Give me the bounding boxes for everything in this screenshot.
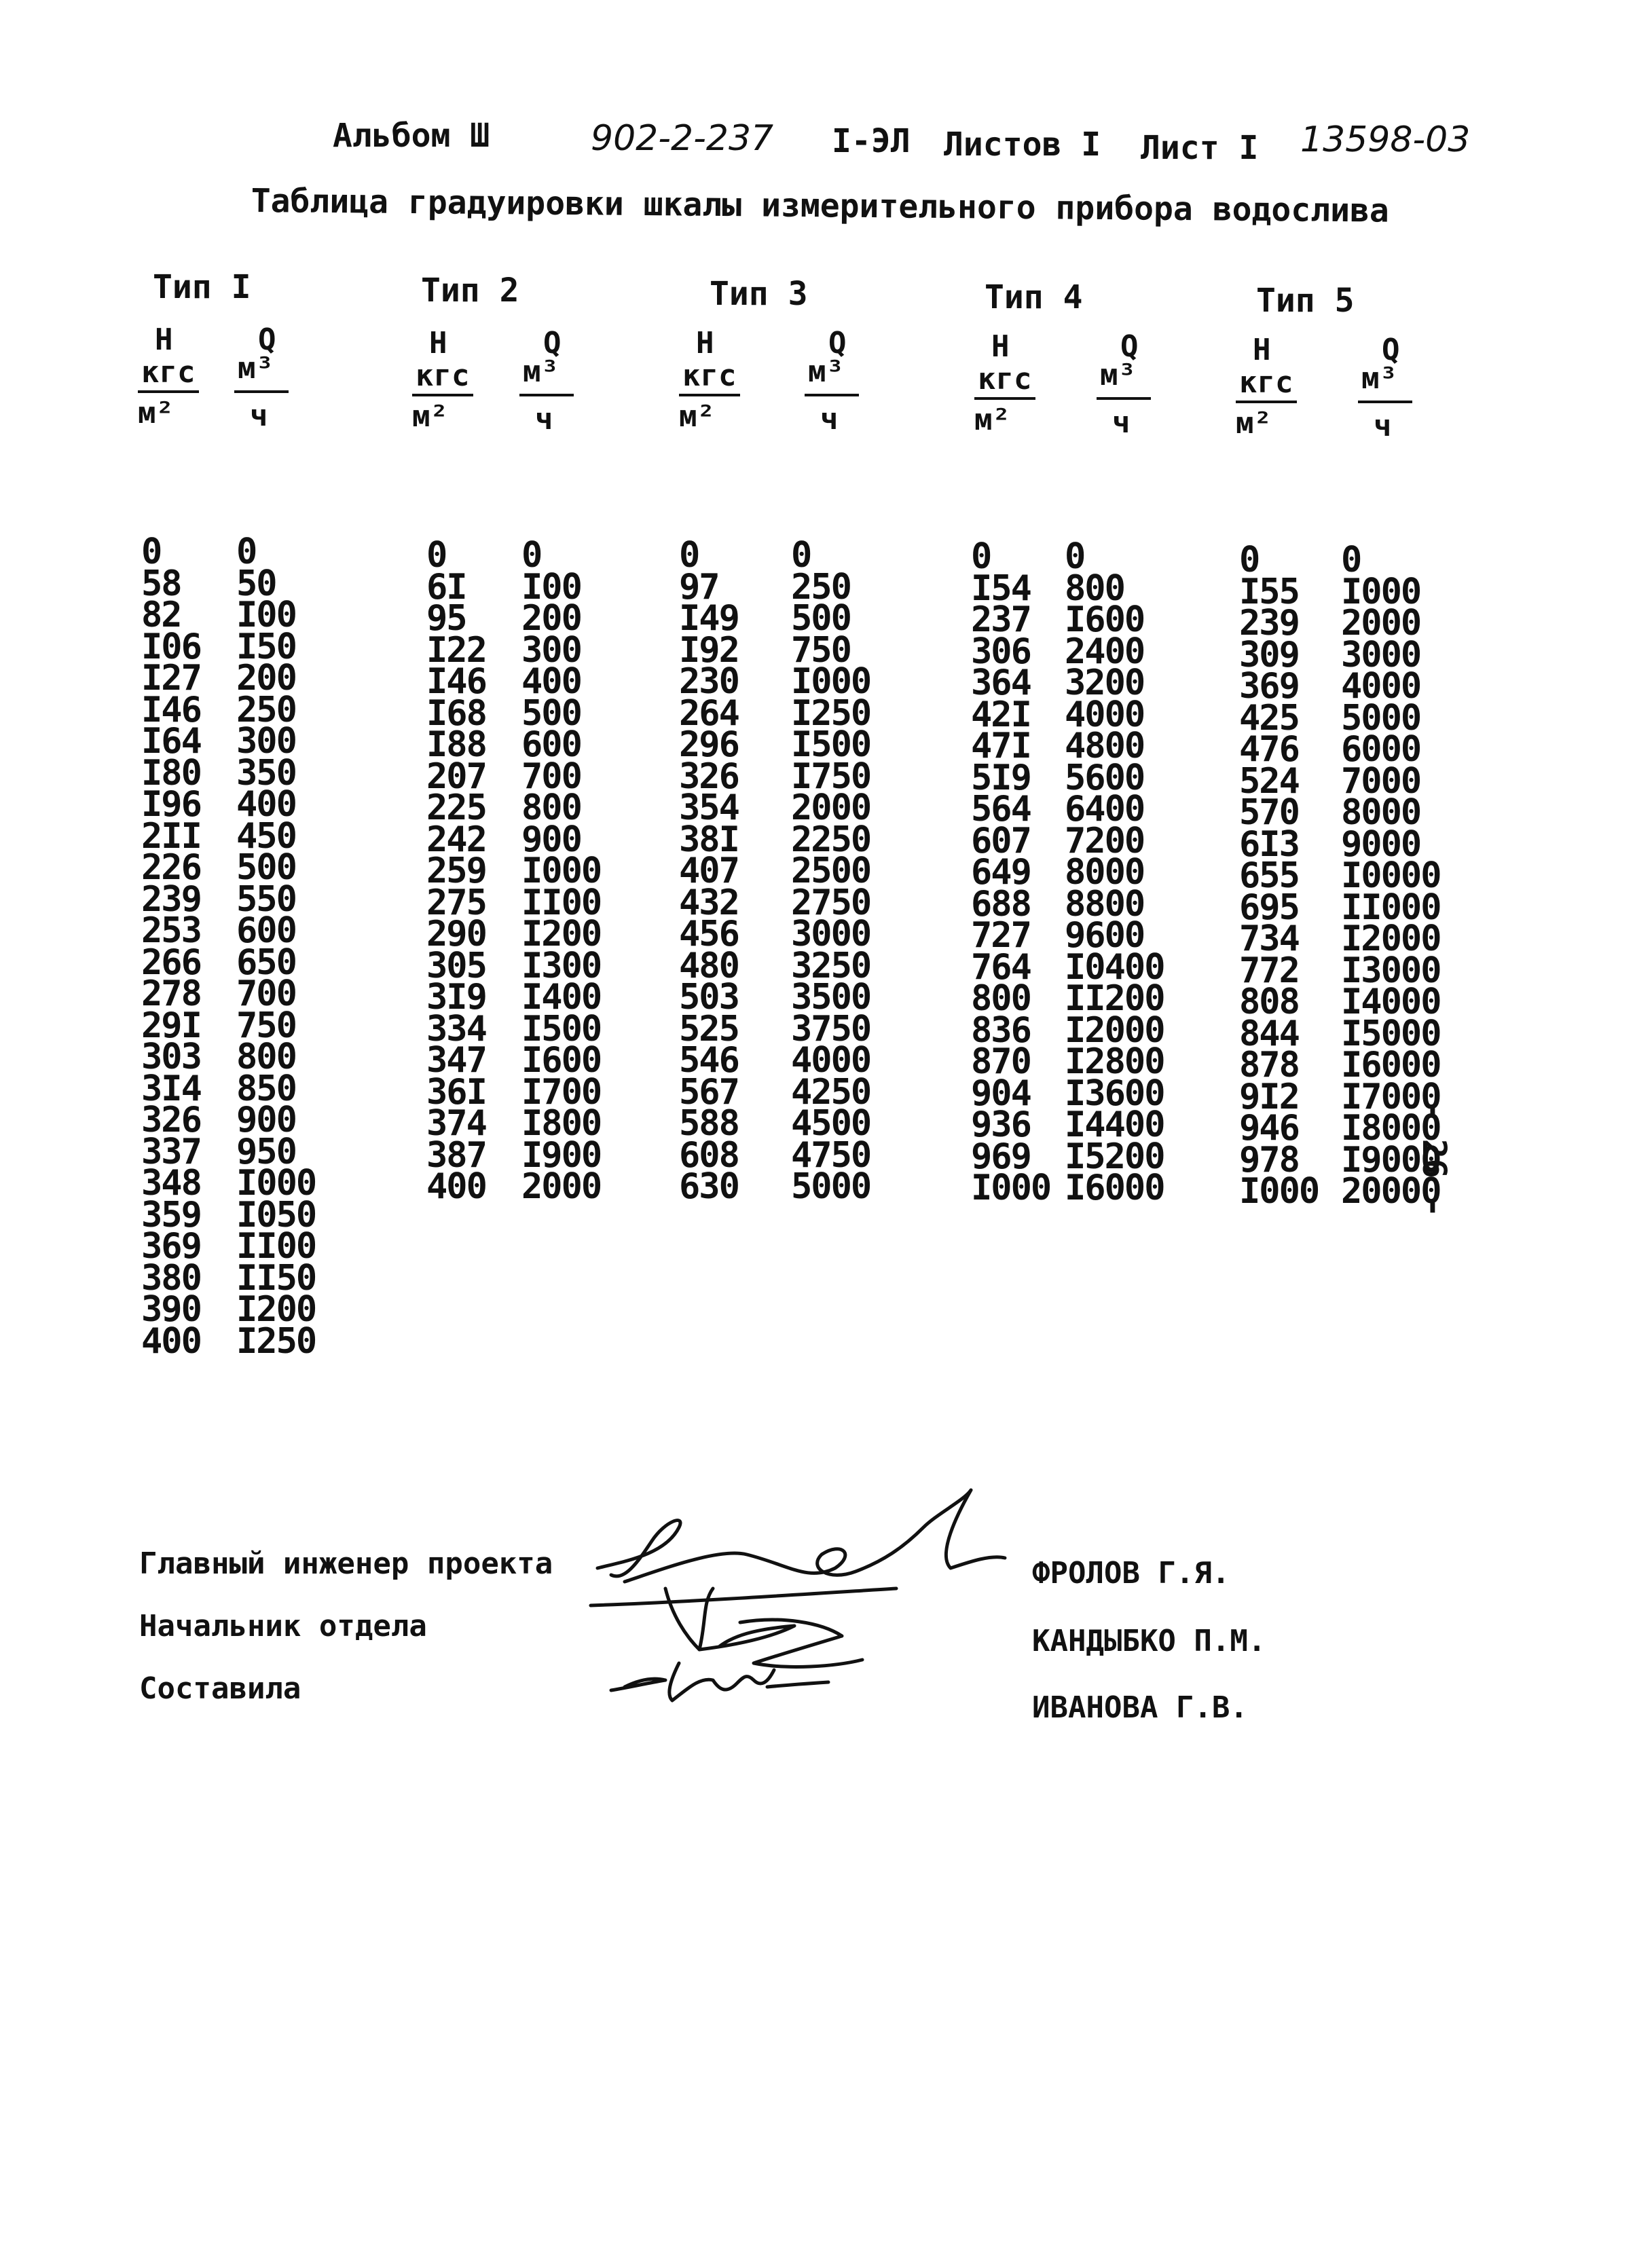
type-3-q-fraction-line: [805, 394, 859, 396]
type-5-q-fraction-line: [1358, 401, 1412, 403]
type-4-h-value: 800: [971, 978, 1031, 1019]
type-2-h-value: 3I9: [426, 977, 486, 1018]
type-2-q-value: I900: [521, 1134, 602, 1176]
type-4-q-value: 8800: [1065, 883, 1145, 925]
type-4-q-value: 800: [1065, 568, 1124, 609]
sheets-total: Листов I: [944, 126, 1101, 164]
type-5-h-numerator: кгс: [1239, 365, 1293, 400]
type-2-q-symbol: Q: [543, 326, 562, 360]
type-3-q-value: 4000: [791, 1040, 871, 1081]
type-4-h-denominator: м²: [974, 403, 1010, 437]
type-5-q-value: I2000: [1341, 918, 1441, 959]
type-5-q-value: 2000: [1341, 603, 1421, 644]
type-3-q-value: 750: [791, 629, 851, 671]
type-4-h-numerator: кгс: [978, 362, 1032, 396]
type-5-q-value: I4000: [1341, 982, 1441, 1022]
type-3-q-numerator: м³: [808, 354, 844, 389]
type-1-h-value: 0: [141, 532, 162, 572]
type-3-q-value: 3250: [791, 945, 871, 986]
type-5-h-value: 878: [1239, 1045, 1299, 1085]
type-4-q-value: I6000: [1065, 1168, 1164, 1208]
type-1-h-value: 369: [141, 1226, 201, 1267]
type-4-q-value: I5200: [1065, 1136, 1164, 1177]
type-2-title: Тип 2: [421, 272, 519, 310]
type-4-h-value: 364: [971, 663, 1031, 703]
type-5-q-value: 0: [1341, 540, 1361, 580]
type-3-q-value: 3500: [791, 977, 871, 1018]
type-2-h-value: 275: [426, 882, 486, 923]
type-3-h-value: 407: [679, 851, 739, 891]
type-3-h-denominator: м²: [679, 399, 715, 434]
role-chief-engineer: Главный инженер проекта: [139, 1546, 553, 1581]
type-2-q-value: 300: [521, 629, 581, 671]
type-4-h-symbol: Н: [991, 329, 1010, 364]
type-5-q-value: 5000: [1341, 697, 1421, 739]
type-2-h-numerator: кгс: [416, 358, 470, 393]
type-2-q-value: 2000: [521, 1166, 602, 1207]
type-1-q-value: I250: [236, 1320, 316, 1362]
type-3-q-denominator: ч: [820, 402, 839, 436]
type-4-q-value: I600: [1065, 599, 1145, 640]
type-4-q-value: 8000: [1065, 852, 1145, 893]
type-1-h-value: I27: [141, 658, 201, 699]
type-5-q-value: I5000: [1341, 1013, 1441, 1054]
type-5-h-value: I55: [1239, 571, 1299, 612]
type-4-q-column: [1065, 536, 1164, 1208]
type-1-h-value: 380: [141, 1257, 201, 1299]
album-label: Альбом Ш: [333, 117, 490, 155]
type-2-h-value: 259: [426, 851, 486, 891]
type-4-q-value: 3200: [1065, 663, 1145, 703]
type-4-q-value: 4000: [1065, 694, 1145, 735]
type-1-h-value: I64: [141, 721, 201, 762]
type-3-h-value: 503: [679, 977, 739, 1018]
type-4-h-value: 564: [971, 789, 1031, 830]
type-1-h-symbol: Н: [155, 322, 173, 357]
type-5-q-value: 4000: [1341, 666, 1421, 707]
type-5-q-value: I3000: [1341, 950, 1441, 991]
type-1-h-value: I80: [141, 752, 201, 794]
type-1-q-value: 550: [236, 878, 296, 920]
type-1-q-value: 650: [236, 942, 296, 983]
type-5-h-value: 946: [1239, 1108, 1299, 1149]
type-4-q-numerator: м³: [1100, 358, 1136, 392]
type-2-h-symbol: Н: [429, 326, 447, 360]
type-4-q-value: I2800: [1065, 1041, 1164, 1082]
type-1-q-value: 950: [236, 1131, 296, 1172]
type-4-q-value: I0400: [1065, 946, 1164, 988]
type-4-h-value: 904: [971, 1073, 1031, 1114]
type-4-h-value: 607: [971, 820, 1031, 861]
type-4-h-value: 870: [971, 1041, 1031, 1082]
type-2-h-value: 347: [426, 1040, 486, 1081]
type-2-h-denominator: м²: [412, 399, 448, 434]
type-4-h-column: [971, 536, 1051, 1208]
type-3-q-column: [791, 535, 871, 1207]
type-4-q-value: I4400: [1065, 1104, 1164, 1145]
type-1-h-value: 337: [141, 1131, 201, 1172]
type-3-h-value: 432: [679, 882, 739, 923]
type-3-h-value: 630: [679, 1166, 739, 1207]
type-1-h-value: 3I4: [141, 1068, 201, 1109]
type-1-q-value: I000: [236, 1163, 316, 1204]
type-3-h-value: 0: [679, 535, 699, 576]
type-5-h-value: 9I2: [1239, 1076, 1299, 1117]
type-4-q-value: 5600: [1065, 757, 1145, 798]
type-3-q-value: 3750: [791, 1008, 871, 1049]
type-2-q-value: I500: [521, 1008, 602, 1049]
type-1-h-value: 82: [141, 595, 181, 635]
type-3-q-value: I500: [791, 724, 871, 765]
type-4-h-fraction-line: [974, 397, 1035, 400]
type-2-q-value: I400: [521, 977, 602, 1018]
type-1-q-value: 250: [236, 689, 296, 730]
type-5-q-value: 9000: [1341, 823, 1421, 865]
type-4-h-value: 969: [971, 1136, 1031, 1177]
type-2-q-value: 0: [521, 535, 542, 576]
type-5-h-symbol: Н: [1253, 333, 1271, 367]
type-3-title: Тип 3: [710, 275, 808, 313]
type-2-h-value: 0: [426, 535, 447, 576]
type-5-q-value: 20000: [1341, 1171, 1441, 1212]
handwritten-signatures: [584, 1487, 1032, 1717]
type-5-q-value: I0000: [1341, 855, 1441, 896]
type-4-h-value: 836: [971, 1009, 1031, 1051]
type-1-h-value: 239: [141, 878, 201, 920]
type-4-h-value: 237: [971, 599, 1031, 640]
type-5-q-value: I7000: [1341, 1076, 1441, 1117]
type-4-title: Тип 4: [985, 278, 1083, 316]
type-3-h-fraction-line: [679, 394, 740, 396]
name-compiler: ИВАНОВА Г.В.: [1032, 1690, 1248, 1725]
type-1-q-value: 500: [236, 847, 296, 888]
type-1-q-value: II00: [236, 1226, 316, 1267]
type-4-q-value: 0: [1065, 536, 1085, 577]
type-1-q-value: I200: [236, 1289, 316, 1330]
type-1-q-value: 0: [236, 532, 257, 572]
type-3-q-value: 5000: [791, 1166, 871, 1207]
type-4-q-value: I2000: [1065, 1009, 1164, 1051]
type-2-h-value: 334: [426, 1008, 486, 1049]
type-2-q-value: I300: [521, 945, 602, 986]
type-3-h-value: 264: [679, 692, 739, 734]
type-1-h-value: 58: [141, 563, 181, 604]
type-3-h-value: 354: [679, 787, 739, 828]
type-2-q-value: I700: [521, 1071, 602, 1113]
type-4-h-value: 727: [971, 915, 1031, 956]
type-1-q-denominator: ч: [250, 398, 268, 433]
type-5-q-value: I8000: [1341, 1108, 1441, 1149]
type-2-q-value: I200: [521, 914, 602, 954]
type-3-h-value: 480: [679, 945, 739, 986]
type-2-q-value: 800: [521, 787, 581, 828]
type-1-q-value: 400: [236, 784, 296, 825]
type-2-q-value: I00: [521, 566, 581, 608]
type-1-h-column: [141, 532, 201, 1362]
type-3-h-value: 588: [679, 1103, 739, 1144]
type-2-q-value: 600: [521, 724, 581, 765]
type-2-q-value: 500: [521, 692, 581, 734]
type-1-q-value: 200: [236, 658, 296, 699]
type-1-q-value: 50: [236, 563, 276, 604]
type-1-q-value: 300: [236, 721, 296, 762]
type-2-q-value: I800: [521, 1103, 602, 1144]
type-2-q-value: 900: [521, 819, 581, 860]
type-1-h-value: 2II: [141, 815, 201, 857]
type-3-h-value: 97: [679, 566, 719, 608]
type-3-h-value: 546: [679, 1040, 739, 1081]
type-3-q-value: 2500: [791, 851, 871, 891]
type-2-h-value: I68: [426, 692, 486, 734]
type-4-h-value: 688: [971, 883, 1031, 925]
type-3-h-value: 296: [679, 724, 739, 765]
type-5-h-fraction-line: [1236, 401, 1297, 403]
type-1-q-fraction-line: [234, 390, 289, 393]
type-4-q-value: 2400: [1065, 631, 1145, 672]
type-1-h-fraction-line: [138, 390, 199, 393]
type-3-h-value: 326: [679, 756, 739, 797]
type-4-h-value: 649: [971, 852, 1031, 893]
type-5-q-numerator: м³: [1361, 361, 1397, 396]
type-2-h-value: I22: [426, 629, 486, 671]
type-4-q-denominator: ч: [1112, 405, 1131, 440]
type-1-h-value: I46: [141, 689, 201, 730]
type-2-q-value: II00: [521, 882, 602, 923]
type-3-q-value: 2000: [791, 787, 871, 828]
name-department-head: КАНДЫБКО П.М.: [1032, 1624, 1266, 1658]
type-5-h-value: I000: [1239, 1171, 1319, 1212]
type-4-h-value: 306: [971, 631, 1031, 672]
type-4-h-value: 47I: [971, 726, 1031, 766]
type-1-q-symbol: Q: [258, 322, 276, 357]
type-3-h-value: 608: [679, 1134, 739, 1176]
type-2-h-value: 374: [426, 1103, 486, 1144]
type-3-q-value: 4250: [791, 1071, 871, 1113]
type-1-h-denominator: м²: [138, 396, 174, 430]
role-department-head: Начальник отдела: [139, 1609, 427, 1643]
type-5-q-denominator: ч: [1374, 409, 1392, 443]
type-1-q-value: 600: [236, 910, 296, 951]
type-2-q-value: 700: [521, 756, 581, 797]
type-4-q-fraction-line: [1097, 397, 1151, 400]
type-1-q-value: 450: [236, 815, 296, 857]
type-3-h-value: 230: [679, 661, 739, 702]
section-code: I-ЭЛ: [832, 122, 911, 160]
type-5-q-value: II000: [1341, 887, 1441, 928]
type-5-q-value: I6000: [1341, 1045, 1441, 1085]
type-1-h-value: 348: [141, 1163, 201, 1204]
type-1-q-value: I50: [236, 626, 296, 667]
type-5-h-value: 772: [1239, 950, 1299, 991]
type-1-title: Тип I: [153, 268, 251, 306]
type-5-h-denominator: м²: [1236, 406, 1272, 441]
type-2-h-value: 225: [426, 787, 486, 828]
type-5-h-value: 369: [1239, 666, 1299, 707]
type-5-title: Тип 5: [1256, 282, 1355, 320]
type-3-h-value: I49: [679, 598, 739, 639]
type-5-h-value: 655: [1239, 855, 1299, 896]
type-4-h-value: 764: [971, 946, 1031, 988]
type-5-h-value: 476: [1239, 729, 1299, 770]
type-4-q-value: 4800: [1065, 726, 1145, 766]
type-2-q-fraction-line: [519, 394, 574, 396]
type-2-h-value: I88: [426, 724, 486, 765]
document-number: 13598-03: [1300, 119, 1471, 160]
type-3-q-value: 250: [791, 566, 851, 608]
table-title: Таблица градуировки шкалы измерительного прибора водослива: [251, 182, 1390, 230]
type-1-h-value: I06: [141, 626, 201, 667]
type-1-q-value: I050: [236, 1194, 316, 1235]
type-1-h-value: I96: [141, 784, 201, 825]
type-5-h-value: 425: [1239, 697, 1299, 739]
type-3-h-value: 456: [679, 914, 739, 954]
type-5-h-value: 808: [1239, 982, 1299, 1022]
type-4-h-value: 42I: [971, 694, 1031, 735]
role-compiler: Составила: [139, 1671, 301, 1706]
type-3-q-value: 4500: [791, 1103, 871, 1144]
type-4-h-value: 5I9: [971, 757, 1031, 798]
type-5-h-value: 570: [1239, 792, 1299, 833]
type-5-h-value: 0: [1239, 540, 1260, 580]
type-3-q-value: 500: [791, 598, 851, 639]
type-1-q-value: 900: [236, 1100, 296, 1140]
type-4-q-value: I3600: [1065, 1073, 1164, 1114]
type-3-q-value: 0: [791, 535, 811, 576]
type-2-h-fraction-line: [412, 394, 473, 396]
type-5-q-value: 8000: [1341, 792, 1421, 833]
project-code: 902-2-237: [591, 118, 774, 159]
type-2-q-value: I000: [521, 851, 602, 891]
type-5-q-symbol: Q: [1382, 333, 1400, 367]
type-1-q-value: 750: [236, 1005, 296, 1046]
type-1-h-value: 278: [141, 973, 201, 1014]
type-4-h-value: I000: [971, 1168, 1051, 1208]
type-1-q-value: 800: [236, 1037, 296, 1077]
page-number: - 26 -: [1415, 1100, 1453, 1218]
type-4-q-value: 9600: [1065, 915, 1145, 956]
type-5-q-value: I9000: [1341, 1139, 1441, 1181]
type-3-h-value: I92: [679, 629, 739, 671]
type-4-q-symbol: Q: [1120, 329, 1139, 364]
type-1-h-value: 303: [141, 1037, 201, 1077]
type-2-q-value: I600: [521, 1040, 602, 1081]
type-1-q-value: II50: [236, 1257, 316, 1299]
type-2-h-value: 36I: [426, 1071, 486, 1113]
sheet-number: Лист I: [1141, 129, 1259, 167]
type-5-q-value: 6000: [1341, 729, 1421, 770]
type-3-h-value: 567: [679, 1071, 739, 1113]
type-2-h-value: 400: [426, 1166, 486, 1207]
type-1-q-column: [236, 532, 316, 1362]
type-5-h-value: 239: [1239, 603, 1299, 644]
type-2-q-value: 200: [521, 598, 581, 639]
type-1-h-numerator: кгс: [141, 355, 196, 390]
type-4-h-value: 936: [971, 1104, 1031, 1145]
type-1-h-value: 390: [141, 1289, 201, 1330]
type-2-q-numerator: м³: [523, 354, 559, 389]
type-3-h-value: 38I: [679, 819, 739, 860]
type-1-h-value: 29I: [141, 1005, 201, 1046]
type-1-q-value: 700: [236, 973, 296, 1014]
type-1-h-value: 400: [141, 1320, 201, 1362]
type-5-h-value: 524: [1239, 760, 1299, 802]
type-2-h-value: 95: [426, 598, 466, 639]
type-2-h-value: 6I: [426, 566, 466, 608]
type-4-q-value: 6400: [1065, 789, 1145, 830]
type-1-q-numerator: м³: [238, 351, 274, 386]
name-chief-engineer: ФРОЛОВ Г.Я.: [1032, 1556, 1230, 1591]
type-3-q-value: 3000: [791, 914, 871, 954]
type-2-h-value: 290: [426, 914, 486, 954]
type-4-h-value: I54: [971, 568, 1031, 609]
type-3-q-value: I750: [791, 756, 871, 797]
type-1-h-value: 253: [141, 910, 201, 951]
type-4-q-value: 7200: [1065, 820, 1145, 861]
type-1-q-value: 350: [236, 752, 296, 794]
type-3-h-column: [679, 535, 739, 1207]
type-1-q-value: 850: [236, 1068, 296, 1109]
type-2-q-column: [521, 535, 602, 1207]
type-5-h-value: 309: [1239, 634, 1299, 675]
type-1-h-value: 359: [141, 1194, 201, 1235]
type-1-q-value: I00: [236, 595, 296, 635]
type-5-q-value: 3000: [1341, 634, 1421, 675]
type-2-h-value: 387: [426, 1134, 486, 1176]
type-2-q-value: 400: [521, 661, 581, 702]
type-3-h-value: 525: [679, 1008, 739, 1049]
type-2-h-value: 207: [426, 756, 486, 797]
type-3-h-symbol: Н: [696, 326, 714, 360]
type-2-h-value: 305: [426, 945, 486, 986]
type-4-h-value: 0: [971, 536, 991, 577]
type-5-h-value: 978: [1239, 1139, 1299, 1181]
type-1-h-value: 266: [141, 942, 201, 983]
type-2-h-value: 242: [426, 819, 486, 860]
type-4-q-value: II200: [1065, 978, 1164, 1019]
type-2-h-column: [426, 535, 486, 1207]
type-2-q-denominator: ч: [535, 402, 553, 436]
type-3-h-numerator: кгс: [682, 358, 737, 393]
type-5-h-value: 734: [1239, 918, 1299, 959]
type-5-q-value: I000: [1341, 571, 1421, 612]
type-3-q-value: I250: [791, 692, 871, 734]
type-1-h-value: 326: [141, 1100, 201, 1140]
type-5-h-value: 844: [1239, 1013, 1299, 1054]
type-1-h-value: 226: [141, 847, 201, 888]
type-5-h-value: 695: [1239, 887, 1299, 928]
type-3-q-value: I000: [791, 661, 871, 702]
type-3-q-value: 2250: [791, 819, 871, 860]
type-5-h-value: 6I3: [1239, 823, 1299, 865]
type-5-q-value: 7000: [1341, 760, 1421, 802]
type-3-q-value: 4750: [791, 1134, 871, 1176]
type-2-h-value: I46: [426, 661, 486, 702]
type-3-q-symbol: Q: [828, 326, 847, 360]
type-5-h-column: [1239, 540, 1319, 1212]
type-3-q-value: 2750: [791, 882, 871, 923]
